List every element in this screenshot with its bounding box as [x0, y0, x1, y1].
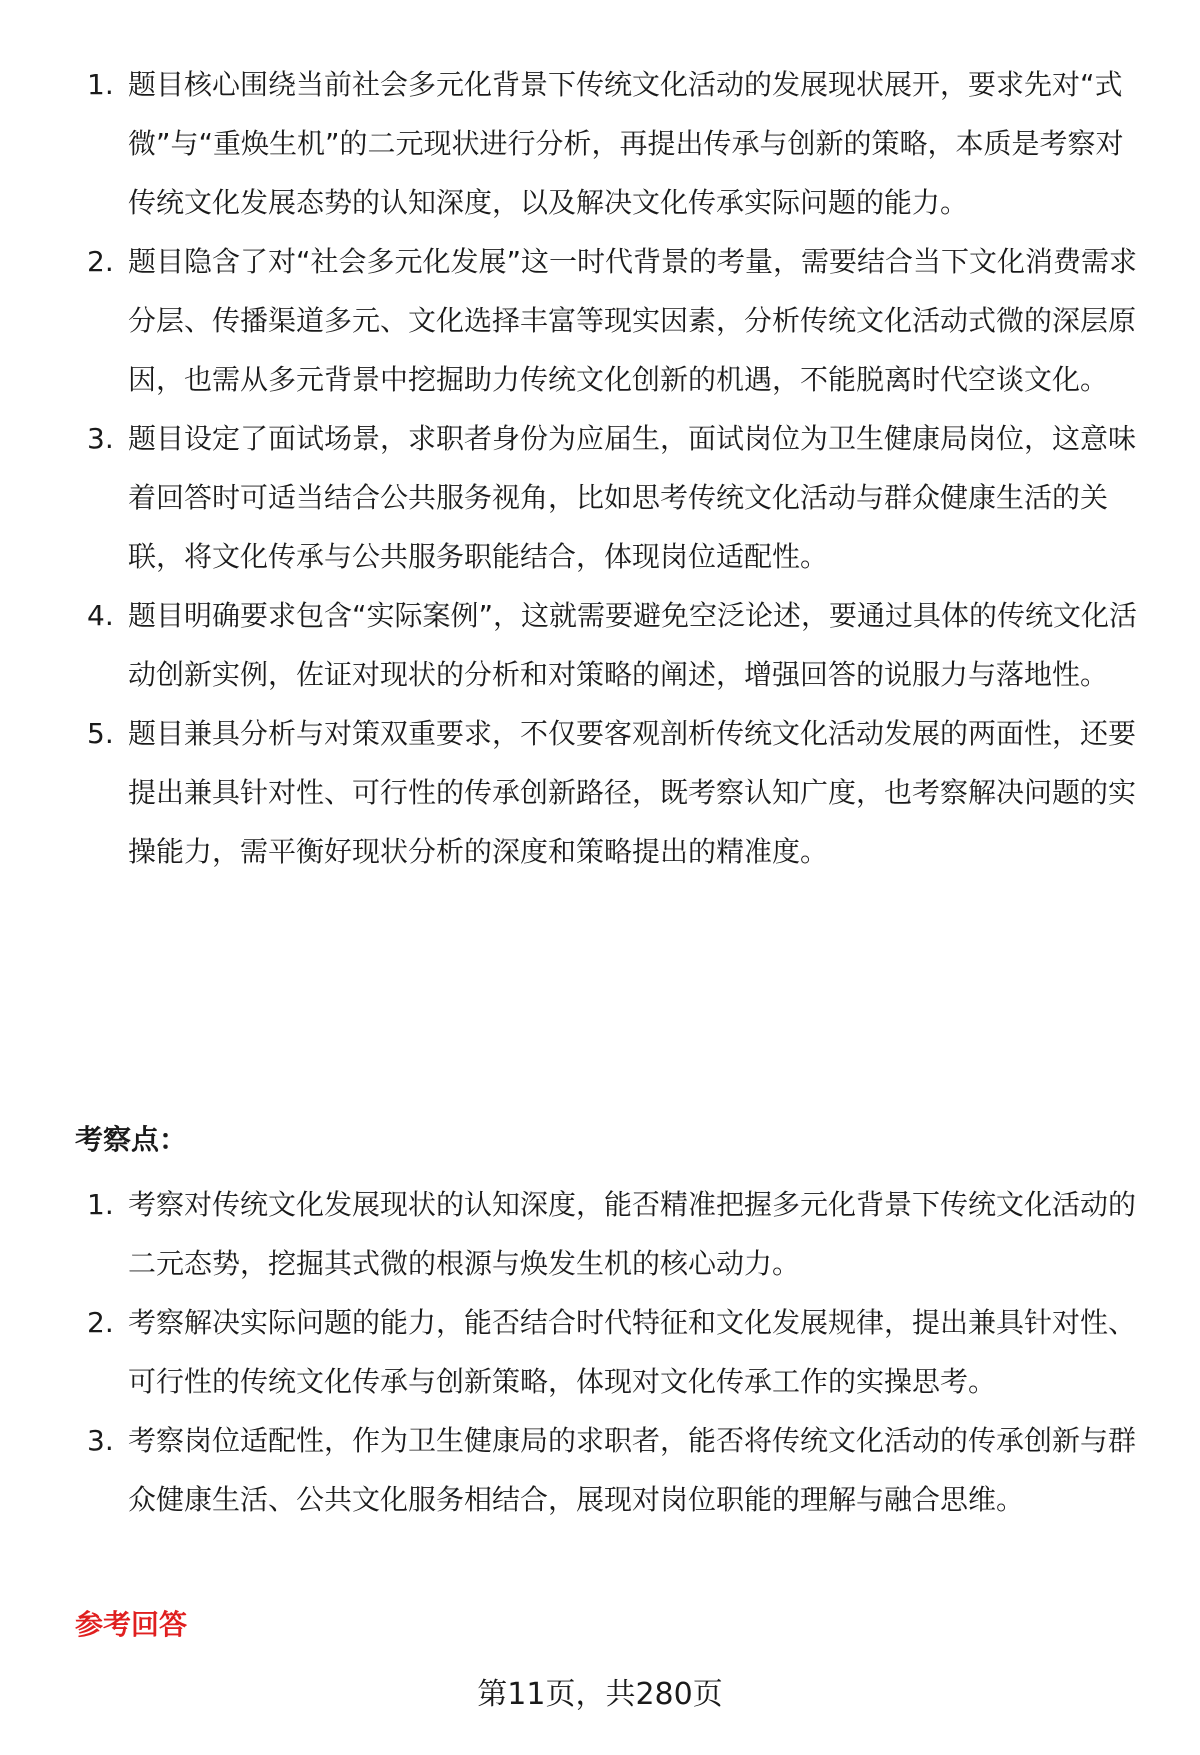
list-item-number: 1.	[87, 1188, 114, 1221]
list-item-text: 题目兼具分析与对策双重要求，不仅要客观剖析传统文化活动发展的两面性，还要提出兼具针对性、可行性的传承创新路径，既考察认知广度，也考察解决问题的实操能力，需平衡好现状分析的深度和策略提出的精准度。	[128, 717, 1137, 868]
list-item	[75, 1411, 1145, 1529]
list-item-text: 题目隐含了对“社会多元化发展”这一时代背景的考量，需要结合当下文化消费需求分层、传播渠道多元、文化选择丰富等现实因素，分析传统文化活动式微的深层原因，也需从多元背景中挖掘助力传统文化创新的机遇，不能脱离时代空谈文化。	[128, 245, 1138, 396]
list-item-number: 2.	[87, 245, 114, 278]
page-number: 第11页，共280页	[477, 1677, 723, 1712]
list-item-text: 题目核心围绕当前社会多元化背景下传统文化活动的发展现状展开，要求先对“式微”与“重焕生机”的二元现状进行分析，再提出传承与创新的策略，本质是考察对传统文化发展态势的认知深度，以及解决文化传承实际问题的能力。	[128, 68, 1124, 219]
answer-heading: 参考回答	[75, 1608, 188, 1641]
list-item-number: 4.	[87, 599, 114, 632]
list-item-number: 2.	[87, 1306, 114, 1339]
list-item-number: 3.	[87, 1424, 114, 1457]
list-item-text: 题目设定了面试场景，求职者身份为应届生，面试岗位为卫生健康局岗位，这意味着回答时可适当结合公共服务视角，比如思考传统文化活动与群众健康生活的关联，将文化传承与公共服务职能结合，体现岗位适配性。	[128, 422, 1137, 573]
list-item	[75, 586, 1145, 704]
points-list	[75, 1175, 1145, 1529]
list-item-text: 考察岗位适配性，作为卫生健康局的求职者，能否将传统文化活动的传承创新与群众健康生活、公共文化服务相结合，展现对岗位职能的理解与融合思维。	[128, 1424, 1137, 1516]
list-item-number: 5.	[87, 717, 114, 750]
list-item	[75, 55, 1145, 232]
list-item	[75, 409, 1145, 586]
list-item	[75, 1175, 1145, 1293]
list-item-text: 考察解决实际问题的能力，能否结合时代特征和文化发展规律，提出兼具针对性、可行性的传统文化传承与创新策略，体现对文化传承工作的实操思考。	[128, 1306, 1137, 1398]
list-item	[75, 704, 1145, 881]
list-item-text: 题目明确要求包含“实际案例”，这就需要避免空泛论述，要通过具体的传统文化活动创新实例，佐证对现状的分析和对策略的阐述，增强回答的说服力与落地性。	[128, 599, 1138, 691]
analysis-list	[75, 55, 1145, 881]
list-item-number: 3.	[87, 422, 114, 455]
points-heading: 考察点：	[75, 1123, 188, 1156]
list-item	[75, 232, 1145, 409]
list-item	[75, 1293, 1145, 1411]
list-item-number: 1.	[87, 68, 114, 101]
list-item-text: 考察对传统文化发展现状的认知深度，能否精准把握多元化背景下传统文化活动的二元态势，挖掘其式微的根源与焕发生机的核心动力。	[128, 1188, 1137, 1280]
